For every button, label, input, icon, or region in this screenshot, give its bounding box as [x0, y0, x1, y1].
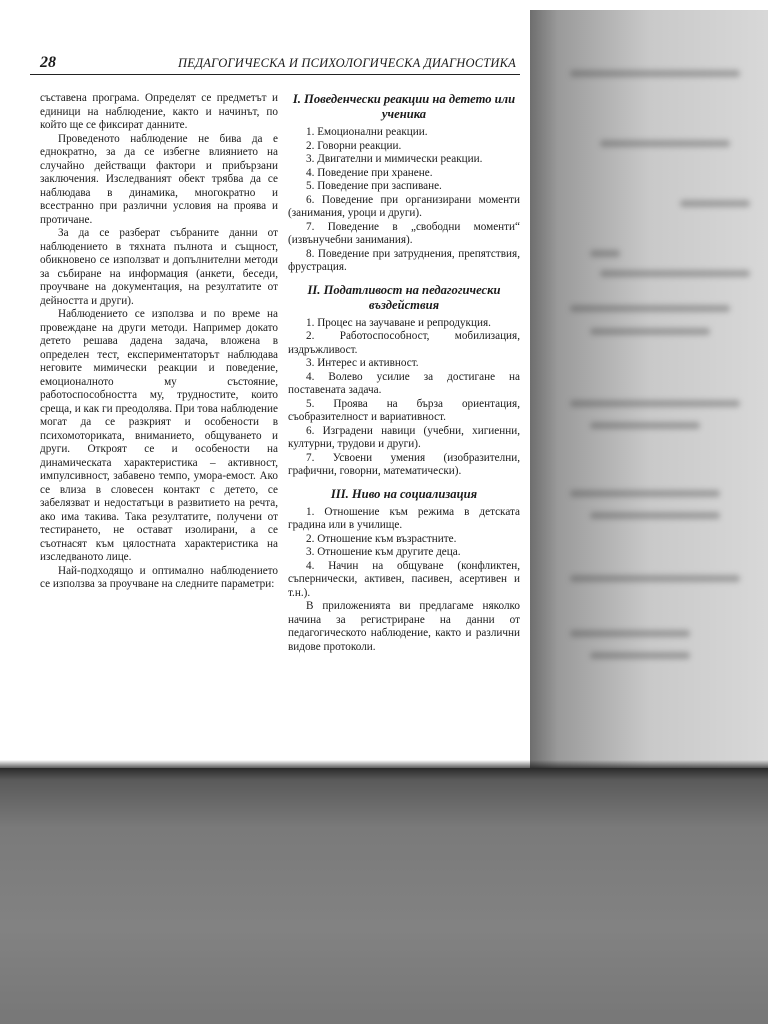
list-item: 7. Усвоени умения (изобразителни, графични, говорни, математически). [288, 451, 520, 477]
facing-page-blurred [530, 10, 768, 768]
paragraph: Наблюдението се използва и по време на провеждане на други методи. Например докато детето решава дадена задача, вложена в определен тест, експериментаторът наблюдава неговите мимически реакции и поведение, емоционалното му състояние, работоспособността му, трудностите, които среща, и как ги преодолява. При това наблюдение могат да се разкрият и особености в психомоториката, вниманието, общуването и други. Откроят се и особености на динамическата характеристика – активност, импулсивност, забавено темпо, умора-емост. Ако се влиза в словесен контакт с детето, се забелязват и недостатъци в развитието на речта, ако има такива. Така резултатите, получени от тестирането, не остават изолирани, а се съотнасят към цялостната характеристика на изследваното лице. [40, 308, 278, 563]
section-title: I. Поведенчески реакции на детето или ученика [292, 92, 516, 121]
paragraph: съставена програма. Определят се предметът и единици на наблюдение, както и начинът, по който ще се фиксират данните. [40, 92, 278, 131]
page-number: 28 [40, 54, 56, 71]
scanner-background [0, 768, 768, 1024]
list-item: 3. Отношение към другите деца. [306, 546, 461, 558]
list-item: 8. Поведение при затруднения, препятствия, фрустрация. [288, 247, 520, 273]
section-title: III. Ниво на социализация [330, 486, 478, 501]
closing-paragraph: В приложенията ви предлагаме няколко начина за регистриране на данни от педагогическото наблюдение, както и различни видове протоколи. [288, 600, 520, 653]
page-header [30, 52, 520, 75]
list-item: 2. Говорни реакции. [306, 139, 402, 152]
list-item: 6. Поведение при организирани моменти (занимания, уроци и други). [288, 193, 520, 219]
paragraph: Най-подходящо и оптимално наблюдението се използва за проучване на следните параметри: [40, 564, 278, 590]
list-item: 1. Процес на заучаване и репродукция. [306, 316, 491, 329]
section-title: II. Податливост на педагогически въздействия [307, 282, 501, 312]
list-item: 1. Отношение към режима в детската градина или в училище. [288, 505, 520, 531]
list-item: 4. Поведение при хранене. [306, 166, 433, 179]
list-item: 3. Интерес и активност. [306, 357, 419, 369]
list-item: 2. Отношение към възрастните. [306, 532, 457, 545]
list-item: 5. Проява на бърза ориентация, съобразителност и вариативност. [288, 397, 520, 423]
left-column [40, 92, 278, 592]
paragraph: Проведеното наблюдение не бива да е еднократно, за да се избегне влиянието на случайно действащи фактори и прибързани заключения. Изследваният обект трябва да се наблюдава в динамика, многократно и всестранно при различни условия на проява и протичане. [40, 132, 278, 226]
list-item: 3. Двигателни и мимически реакции. [306, 153, 483, 165]
list-item: 7. Поведение в „свободни моменти“ (извънучебни занимания). [288, 220, 520, 246]
list-item: 1. Емоционални реакции. [306, 126, 428, 138]
right-column [288, 92, 520, 654]
running-title: ПЕДАГОГИЧЕСКА И ПСИХОЛОГИЧЕСКА ДИАГНОСТИКА [178, 56, 516, 70]
list-item: 2. Работоспособност, мобилизация, издръжливост. [288, 330, 520, 356]
book-page [30, 40, 530, 760]
list-item: 6. Изградени навици (учебни, хигиенни, културни, трудови и други). [288, 424, 520, 450]
paragraph: За да се разберат събраните данни от наблюдението в тяхната пълнота и същност, обикновено се използват и допълнителни методи за събиране на информация (анкети, беседи, проучване на документация, на резултатите от дейността и други). [40, 227, 278, 307]
list-item: 5. Поведение при заспиване. [306, 180, 442, 192]
list-item: 4. Волево усилие за достигане на поставената задача. [288, 370, 520, 396]
list-item: 4. Начин на общуване (конфликтен, съпернически, активен, пасивен, асертивен и т.н.). [288, 559, 520, 599]
